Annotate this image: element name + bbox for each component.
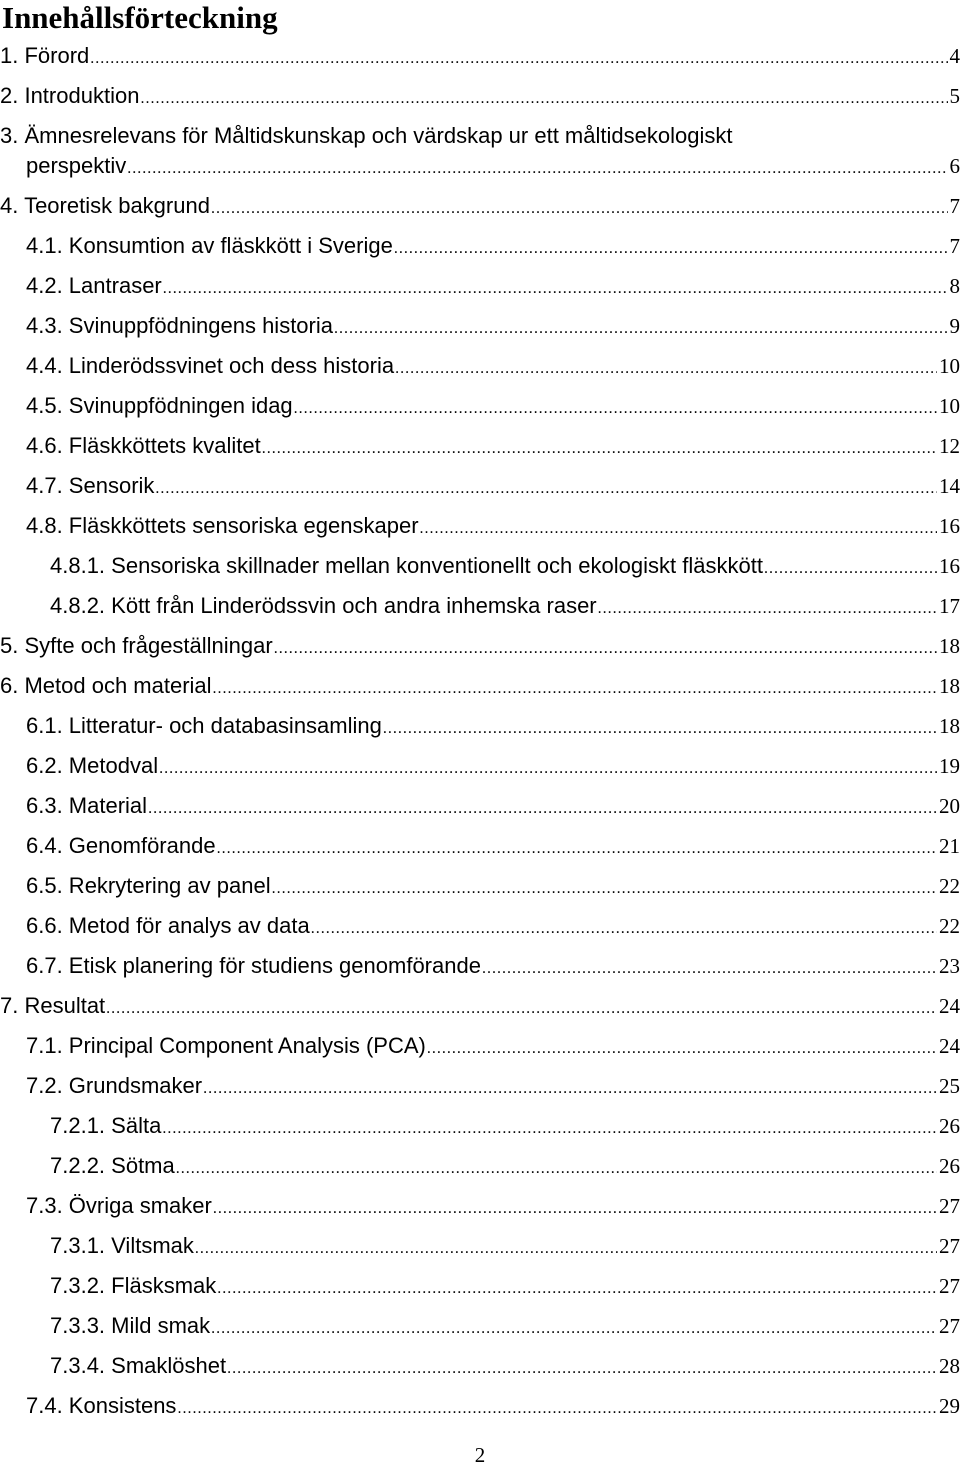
- toc-entry-title: 6.3. Material: [26, 793, 148, 818]
- toc-entry-page: 16: [939, 554, 960, 578]
- toc-entry[interactable]: [50, 1311, 960, 1341]
- toc-dot-leader: [294, 394, 937, 424]
- toc-entry-page: 19: [939, 754, 960, 778]
- toc-entry[interactable]: [0, 671, 960, 701]
- toc-entry-title: 7. Resultat: [0, 993, 106, 1018]
- toc-entry[interactable]: [0, 631, 960, 661]
- toc-dot-leader: [764, 554, 937, 584]
- toc-dot-leader: [211, 1314, 937, 1344]
- toc-entry-title: 7.2.2. Sötma: [50, 1153, 175, 1178]
- toc-entry-page: 17: [939, 594, 960, 618]
- toc-dot-leader: [482, 954, 937, 984]
- toc-entry[interactable]: [26, 951, 960, 981]
- toc-entry[interactable]: [50, 1231, 960, 1261]
- toc-entry[interactable]: [26, 831, 960, 861]
- toc-dot-leader: [272, 874, 937, 904]
- toc-entry[interactable]: [26, 1391, 960, 1421]
- toc-dot-leader: [394, 234, 948, 264]
- toc-entry-title: 4.5. Svinuppfödningen idag: [26, 393, 293, 418]
- page-title: Innehållsförteckning: [2, 0, 278, 35]
- toc-dot-leader: [127, 154, 947, 184]
- toc-entry-page: 20: [939, 794, 960, 818]
- toc-dot-leader: [159, 754, 937, 784]
- toc-entry-title: 6.5. Rekrytering av panel: [26, 873, 271, 898]
- toc-entry-title-continued: perspektiv: [26, 153, 127, 178]
- toc-entry-title: 7.2. Grundsmaker: [26, 1073, 203, 1098]
- toc-dot-leader: [262, 434, 937, 464]
- toc-entry-page: 18: [939, 714, 960, 738]
- toc-entry-title: 4.6. Fläskköttets kvalitet: [26, 433, 261, 458]
- toc-entry[interactable]: [50, 1271, 960, 1301]
- toc-entry[interactable]: [0, 191, 960, 221]
- page-number: 2: [474, 1443, 486, 1467]
- toc-dot-leader: [176, 1154, 937, 1184]
- toc-entry[interactable]: [0, 991, 960, 1021]
- toc-dot-leader: [203, 1074, 937, 1104]
- toc-entry-page: 22: [939, 914, 960, 938]
- toc-dot-leader: [227, 1354, 937, 1384]
- toc-dot-leader: [217, 1274, 937, 1304]
- toc-entry-page: 10: [939, 394, 960, 418]
- toc-entry[interactable]: [26, 1191, 960, 1221]
- toc-entry[interactable]: [26, 751, 960, 781]
- toc-entry[interactable]: [50, 551, 960, 581]
- toc-entry[interactable]: [26, 1031, 960, 1061]
- toc-entry-page: 7: [949, 234, 960, 258]
- toc-entry-title: 7.4. Konsistens: [26, 1393, 177, 1418]
- toc-entry-title: 7.1. Principal Component Analysis (PCA): [26, 1033, 426, 1058]
- toc-entry[interactable]: [26, 391, 960, 421]
- toc-entry-title: 7.2.1. Sälta: [50, 1113, 162, 1138]
- toc-entry-page: 6: [949, 154, 960, 178]
- toc-entry-page: 22: [939, 874, 960, 898]
- toc-entry-title: 4.1. Konsumtion av fläskkött i Sverige: [26, 233, 393, 258]
- toc-entry-page: 8: [949, 274, 960, 298]
- toc-entry-page: 27: [939, 1234, 960, 1258]
- toc-dot-leader: [177, 1394, 937, 1424]
- toc-entry-title: 4.4. Linderödssvinet och dess historia: [26, 353, 395, 378]
- toc-entry[interactable]: [50, 1111, 960, 1141]
- toc-entry-page: 24: [939, 994, 960, 1018]
- toc-entry[interactable]: [26, 231, 960, 261]
- toc-entry-title: 4.3. Svinuppfödningens historia: [26, 313, 333, 338]
- toc-entry-title: 4. Teoretisk bakgrund: [0, 193, 210, 218]
- toc-entry-page: 5: [949, 84, 960, 108]
- toc-dot-leader: [163, 274, 948, 304]
- toc-entry[interactable]: [26, 431, 960, 461]
- toc-entry-title: 7.3.1. Viltsmak: [50, 1233, 194, 1258]
- toc-dot-leader: [213, 1194, 937, 1224]
- toc-entry[interactable]: [26, 471, 960, 501]
- toc-dot-leader: [383, 714, 937, 744]
- toc-entry-title: 6.1. Litteratur- och databasinsamling: [26, 713, 382, 738]
- toc-entry[interactable]: [0, 41, 960, 71]
- toc-entry[interactable]: [26, 871, 960, 901]
- toc-entry-page: 28: [939, 1354, 960, 1378]
- toc-entry-title: 6.6. Metod för analys av data: [26, 913, 310, 938]
- toc-entry-page: 27: [939, 1194, 960, 1218]
- toc-entry-title: 6.4. Genomförande: [26, 833, 216, 858]
- toc-entry-title: 4.8.2. Kött från Linderödssvin och andra inhemska raser: [50, 593, 597, 618]
- toc-entry-page: 16: [939, 514, 960, 538]
- toc-entry-page: 27: [939, 1314, 960, 1338]
- toc-entry-page: 27: [939, 1274, 960, 1298]
- toc-entry-title: 4.2. Lantraser: [26, 273, 162, 298]
- toc-entry[interactable]: [50, 1151, 960, 1181]
- toc-entry-title: 4.8. Fläskköttets sensoriska egenskaper: [26, 513, 419, 538]
- toc-dot-leader: [90, 44, 947, 74]
- toc-entry[interactable]: [26, 791, 960, 821]
- toc-entry-title: 4.8.1. Sensoriska skillnader mellan konventionellt och ekologiskt fläskkött: [50, 553, 763, 578]
- toc-entry-page: 12: [939, 434, 960, 458]
- toc-entry-page: 26: [939, 1114, 960, 1138]
- toc-entry-title: 6.2. Metodval: [26, 753, 159, 778]
- toc-entry-page: 18: [939, 674, 960, 698]
- toc-entry-wrapped-line[interactable]: [0, 121, 732, 151]
- toc-entry[interactable]: [26, 911, 960, 941]
- toc-entry-page: 7: [949, 194, 960, 218]
- toc-entry-page: 14: [939, 474, 960, 498]
- toc-entry-page: 25: [939, 1074, 960, 1098]
- toc-entry-title: 7.3.4. Smaklöshet: [50, 1353, 227, 1378]
- toc-dot-leader: [598, 594, 937, 624]
- toc-entry-title: 4.7. Sensorik: [26, 473, 155, 498]
- toc-dot-leader: [427, 1034, 937, 1064]
- toc-entry-title: 2. Introduktion: [0, 83, 140, 108]
- toc-entry-page: 26: [939, 1154, 960, 1178]
- toc-entry-title: 7.3.3. Mild smak: [50, 1313, 211, 1338]
- toc-dot-leader: [195, 1234, 937, 1264]
- toc-entry-title: 7.3.2. Fläsksmak: [50, 1273, 217, 1298]
- toc-entry[interactable]: [50, 1351, 960, 1381]
- toc-entry[interactable]: [26, 1071, 960, 1101]
- toc-dot-leader: [155, 474, 937, 504]
- toc-dot-leader: [148, 794, 937, 824]
- toc-entry-page: 10: [939, 354, 960, 378]
- toc-entry[interactable]: [26, 351, 960, 381]
- toc-dot-leader: [162, 1114, 937, 1144]
- toc-entry-page: 23: [939, 954, 960, 978]
- toc-entry[interactable]: [0, 81, 960, 111]
- toc-dot-leader: [311, 914, 937, 944]
- toc-entry-title: 6.7. Etisk planering för studiens genomförande: [26, 953, 481, 978]
- toc-entry[interactable]: [26, 271, 960, 301]
- toc-entry[interactable]: [50, 591, 960, 621]
- toc-entry-title: 7.3. Övriga smaker: [26, 1193, 212, 1218]
- toc-entry[interactable]: [26, 311, 960, 341]
- toc-dot-leader: [334, 314, 948, 344]
- toc-dot-leader: [420, 514, 937, 544]
- toc-dot-leader: [395, 354, 937, 384]
- toc-entry-page: 18: [939, 634, 960, 658]
- toc-entry[interactable]: [26, 711, 960, 741]
- toc-entry-title: 6. Metod och material: [0, 673, 212, 698]
- toc-entry[interactable]: [26, 511, 960, 541]
- toc-dot-leader: [213, 674, 937, 704]
- toc-dot-leader: [106, 994, 937, 1024]
- toc-entry[interactable]: [26, 151, 960, 181]
- toc-dot-leader: [140, 84, 947, 114]
- toc-entry-page: 21: [939, 834, 960, 858]
- toc-entry-page: 9: [949, 314, 960, 338]
- toc-entry-title: 3. Ämnesrelevans för Måltidskunskap och värdskap ur ett måltidsekologiskt: [0, 123, 733, 148]
- toc-entry-page: 29: [939, 1394, 960, 1418]
- toc-entry-title: 5. Syfte och frågeställningar: [0, 633, 273, 658]
- toc-entry-page: 24: [939, 1034, 960, 1058]
- toc-dot-leader: [274, 634, 937, 664]
- toc-entry-title: 1. Förord: [0, 43, 90, 68]
- toc-dot-leader: [211, 194, 948, 224]
- toc-dot-leader: [217, 834, 937, 864]
- toc-entry-page: 4: [949, 44, 960, 68]
